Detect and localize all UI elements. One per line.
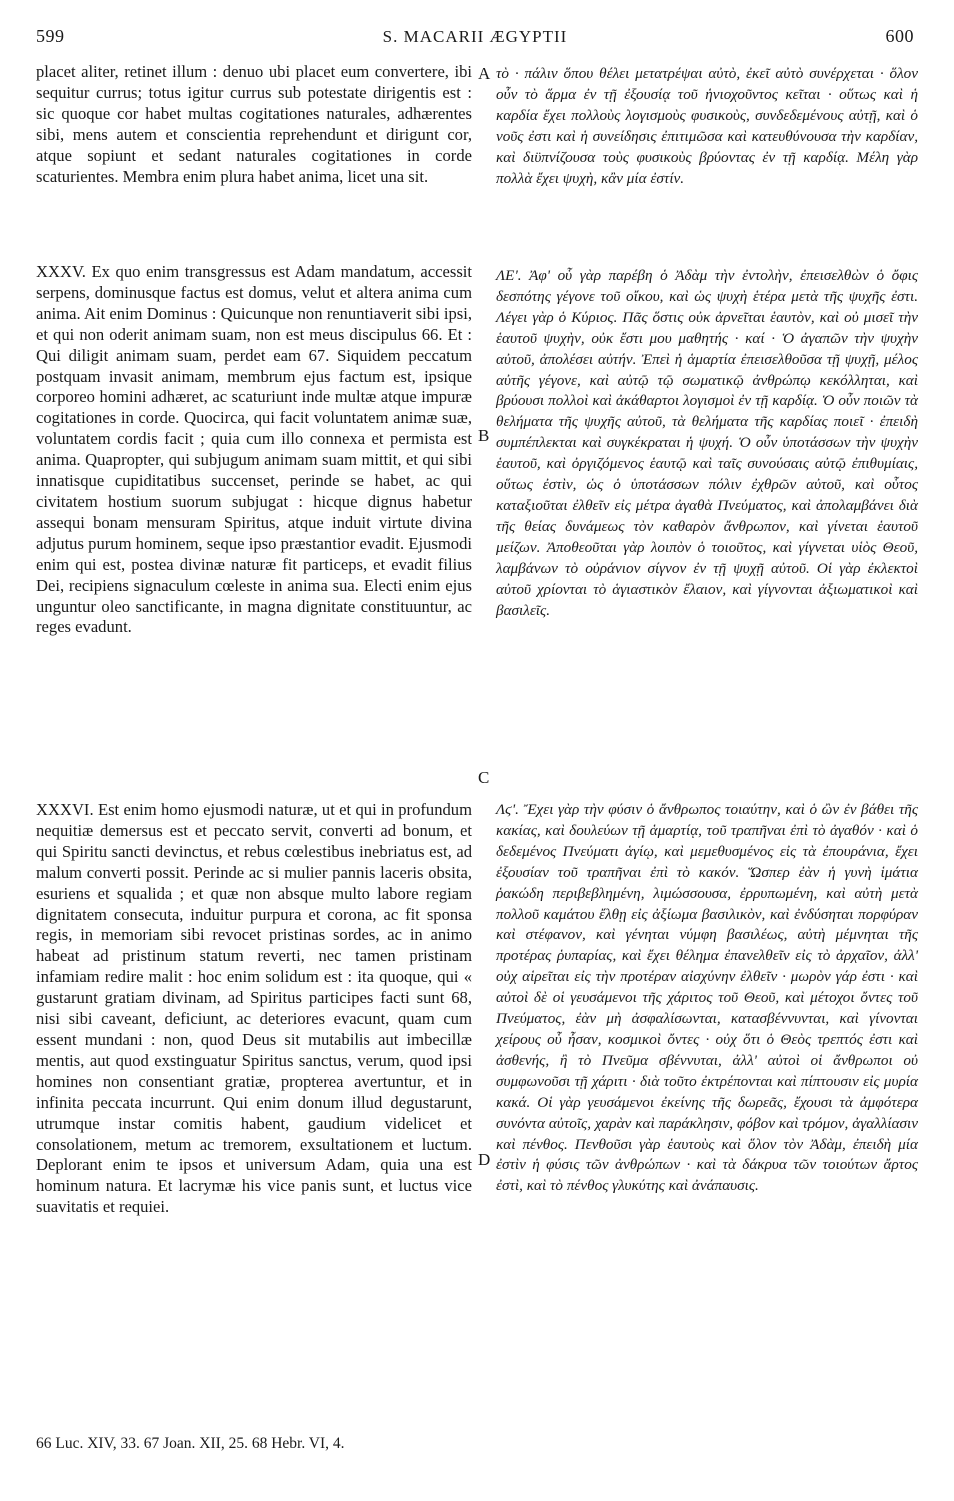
greek-paragraph-2: ΛΕʹ. Ἀφ' οὗ γὰρ παρέβη ὁ Ἀδὰμ τὴν ἐντολὴν, ἐπεισελθὼν ὁ ὄφις δεσπότης γέγονε τοῦ οἴκου, καὶ ὡς ψυχὴ ἑτέρα μετὰ τῆς ψυχῆς ἐστι. Λέγει γὰρ ὁ Κύριος. Πᾶς ὅστις οὐκ ἀρνεῖται ἑαυτὸν, καὶ οὐ μισεῖ τὴν ἑαυτοῦ ψυχὴν, οὐκ ἔστι μου μαθητής · καί · Ὁ ἀγαπῶν τὴν ψυχὴν αὐτοῦ, ἀπολέσει αὐτήν. Ἐπεὶ ἡ ἁμαρτία ἐπεισελθοῦσα τῇ ψυχῇ, μέλος αὐτῆς γέγονε, καὶ αὐτῷ τῷ σωματικῷ ἀνθρώπῳ κεκόλληται, καὶ βρύουσι πολλοὶ καὶ ἀκάθαρτοι λογισμοὶ ἐν τῇ καρδίᾳ. Ὁ οὖν ποιῶν τὰ θελήματα τῆς ψυχῆς αὐτοῦ, τὰ θελήματα τῆς καρδίας ποιεῖ · ἐπειδὴ συμπέπλεκται καὶ συγκέκραται ἡ ψυχή. Ὁ οὖν ὑποτάσσων τὴν ψυχὴν ἑαυτοῦ, καὶ ὀργιζόμενος ἑαυτῷ καὶ ταῖς συνούσαις αὐτῷ ἐπιθυμίαις, οὕτως ἐστὶν, ὡς ὁ ὑποτάσσων πόλιν ἐχθρῶν αὐτοῦ, καὶ οὗτος καταξιοῦται ἐλθεῖν εἰς μέτρα ἀγαθὰ Πνεύματος, καὶ ἀπολαμβάνει διὰ τῆς θείας δυνάμεως τὸν καθαρὸν ἄνθρωπον, καὶ γίνεται ἑαυτοῦ μείζων. Ἀποθεοῦται γὰρ λοιπὸν ὁ τοιοῦτος, καὶ γίγνεται υἱὸς Θεοῦ, λαμβάνων τὸ οὐράνιον σίγνον ἐν τῇ ψυχῇ αὐτοῦ. Οἱ γὰρ ἐκλεκτοὶ αὐτοῦ χρίονται τὸ ἁγιαστικὸν ἔλαιον, καὶ γίγνονται ἀξιωματικοὶ καὶ βασιλεῖς. bbox=[496, 267, 918, 619]
greek-column-2 bbox=[496, 266, 918, 621]
greek-column-3 bbox=[496, 800, 918, 1197]
running-title: S. MACARII ÆGYPTII bbox=[382, 27, 568, 46]
latin-column bbox=[36, 62, 472, 187]
latin-column-2 bbox=[36, 262, 472, 638]
right-page-number: 600 bbox=[885, 26, 914, 46]
greek-paragraph-3: Λϛʹ. Ἔχει γὰρ τὴν φύσιν ὁ ἄνθρωπος τοιαύτην, καὶ ὁ ὢν ἐν βάθει τῆς κακίας, καὶ δουλεύων τῇ ἁμαρτίᾳ, τοῦ τραπῆναι ἐπὶ τὸ ἀγαθόν · καὶ ὁ δεδεμένος Πνεύματι ἁγίῳ, καὶ μεμεθυσμένος εἰς τὰ ἐπουράνια, ἔχει ἐξουσίαν τοῦ τραπῆναι ἐπὶ τὸ κακόν. Ὥσπερ ἐὰν ἡ γυνὴ ἱμάτια ῥακώδη περιβεβλημένη, λιμώσσουσα, ἐρρυπωμένη, καὶ αὐτὴ μετὰ πολλοῦ καμάτου ἔλθῃ εἰς ἀξίωμα βασιλικὸν, καὶ ἐνδύσηται πορφύραν καὶ στέφανον, καὶ γένηται νύμφη βασιλέως, αὐτὴ μέμνηται τῆς προτέρας ῥυπαρίας, καὶ ἔχει θέλημα ἐπανελθεῖν εἰς τὸ ἀρχαῖον, ἀλλ' οὐχ αἱρεῖται εἰς τὴν προτέραν αἰσχύνην ἐλθεῖν · μωρὸν γάρ ἐστι · καὶ αὐτοὶ δὲ οἱ γευσάμενοι τῆς χάριτος τοῦ Θεοῦ, καὶ μέτοχοι ὄντες τοῦ Πνεύματος, ἐὰν μὴ ἀσφαλίσωνται, κατασβέννυνται, καὶ γίνονται χείρους οὗ ἦσαν, κοσμικοὶ ὄντες · οὐχ ὅτι ὁ Θεὸς τρεπτός ἐστι καὶ ἀσθενής, ἢ τὸ Πνεῦμα σβέννυται, ἀλλ' αὐτοὶ οἱ ἄνθρωποι οὐ συμφωνοῦσι τῇ χάριτι · διὰ τοῦτο ἐκτρέπονται καὶ πίπτουσιν εἰς μυρία κακά. Οἱ γὰρ γευσάμενοι ἐκείνης τῆς δωρεᾶς, ἔχουσι τὰ ἀμφότερα συνόντα αὐτοῖς, χαρὰν καὶ παράκλησιν, φόβον καὶ τρόμον, ἀγαλλίασιν καὶ πένθος. Πενθοῦσι γὰρ ἑαυτοὺς καὶ ὅλον τὸν Ἀδὰμ, ἐπειδὴ μία ἐστὶν ἡ φύσις τῶν ἀνθρώπων · καὶ τὰ δάκρυα τῶν τοιούτων ἄρτος ἐστὶ, καὶ τὸ πένθος γλυκύτης καὶ ἀνάπαυσις. bbox=[496, 801, 918, 1195]
margin-marker-c: C bbox=[478, 768, 490, 787]
footnotes: 66 Luc. XIV, 33. 67 Joan. XII, 25. 68 Hebr. VI, 4. bbox=[36, 1435, 345, 1452]
latin-paragraph-2: XXXV. Ex quo enim transgressus est Adam mandatum, accessit serpens, dominusque factus est domus, velut et altera anima cum anima. Ait enim Dominus : Quicunque non renuntiaverit sibi ipsi, et qui non oderit animam suam, non est meus discipulus 66. Et : Qui diligit animam suam, perdet eam 67. Siquidem peccatum postquam invasit animam, membrum ejus factum est, ipsique corporeo homini adhæret, ac scaturiunt inde multæ atque impuræ cogitationes in corde. Quocirca, qui facit voluntatem animæ suæ, voluntatem cordis facit ; quia cum illo connexa et permista est anima. Quapropter, qui subjugum animam suam mittit, et qui sibi innatisque cupiditatibus succenset, perinde se habet, ac qui civitatem hostium suorum subjugat : hicque dignus habetur assequi bonam mensuram Spiritus, atque induit virtute divina adjutus purum hominem, seque ipso præstantior evadit. Ejusmodi enim qui est, postea divinæ naturæ fit particeps, et evadit filius Dei, recipiens signaculum cœleste in anima sua. Electi enim ejus unguntur oleo sanctificante, in magna dignitate constituuntur, ac reges evadunt. bbox=[36, 262, 472, 637]
left-page-number: 599 bbox=[36, 26, 65, 46]
latin-paragraph-3: XXXVI. Est enim homo ejusmodi naturæ, ut et qui in profundum nequitiæ demersus est et peccato servit, converti ad bonum, et qui Spiritu sancti devinctus, et rebus cœlestibus inebriatus est, ad malum converti possit. Perinde ac si mulier pannis laceris obsita, esuriens et squalida ; et quæ non absque multo labore regiam dignitatem consecuta, induitur purpura et corona, ac fit sponsa regis, in memoriam sibi revocet pristinas sordes, ac in animo habeat ad pristinum statum reverti, nec tamen pristinam infamiam redire malit : hoc enim solidum est : ita quoque, qui « gustarunt gratiam divinam, ad Spiritus participes facti sunt 68, nisi sibi caveant, deficiunt, ac deteriores evacunt, quam cum essent mundani : non, quod Deus sit mutabilis aut imbecillæ mentis, aut quod exstinguatur Spiritus sanctus, verum, quod ipsi homines non consentiant gratiæ, propterea avertuntur, et in infinita peccata incurrunt. Qui enim donum illud degustarunt, utrumque instar comitis habent, gaudium videlicet et consolationem, metum ac tremorem, exsultationem et luctum. Deplorant enim te ipsos et universum Adam, quia una est hominum natura. Et lacrymæ his vice panis sunt, et luctus vice suavitatis et requiei. bbox=[36, 800, 472, 1217]
greek-paragraph-1: τὸ · πάλιν ὅπου θέλει μετατρέψαι αὐτὸ, ἐκεῖ αὐτὸ συνέρχεται · ὅλον οὖν τὸ ἅρμα ἐν τῇ ἐξουσίᾳ τοῦ ἡνιοχοῦντος κεῖται · οὕτως καὶ ἡ καρδία ἔχει πολλοὺς λογισμοὺς φυσικοὺς, συνδεδεμένους αὐτῇ, καὶ ὁ νοῦς ἐστι καὶ ἡ συνείδησις ἐπιτιμῶσα καὶ κατευθύνουσα τὴν καρδίαν, καὶ διϋπνίζουσα τοὺς φυσικοὺς βρύοντας ἐν τῇ καρδίᾳ. Μέλη γὰρ πολλὰ ἔχει ψυχὴ, κἂν μία ἐστίν. bbox=[496, 65, 918, 187]
latin-paragraph-1: placet aliter, retinet illum : denuo ubi placet eum convertere, ibi sequitur currus; totus igitur currus sub potestate dirigentis est : sic quoque cor habet multas cogitationes naturales, adhærentes sibi, mens autem et conscientia reprehendunt et dirigunt cor, atque sopiunt et sedant naturales cogitationes in corde scaturientes. Membra enim plura habet anima, licet una sit. bbox=[36, 62, 472, 186]
margin-marker-b: B bbox=[478, 426, 490, 445]
margin-marker-a: A bbox=[478, 64, 491, 83]
margin-marker-d: D bbox=[478, 1150, 491, 1169]
page-header bbox=[36, 26, 914, 56]
latin-column-3 bbox=[36, 800, 472, 1218]
greek-column bbox=[496, 64, 918, 189]
